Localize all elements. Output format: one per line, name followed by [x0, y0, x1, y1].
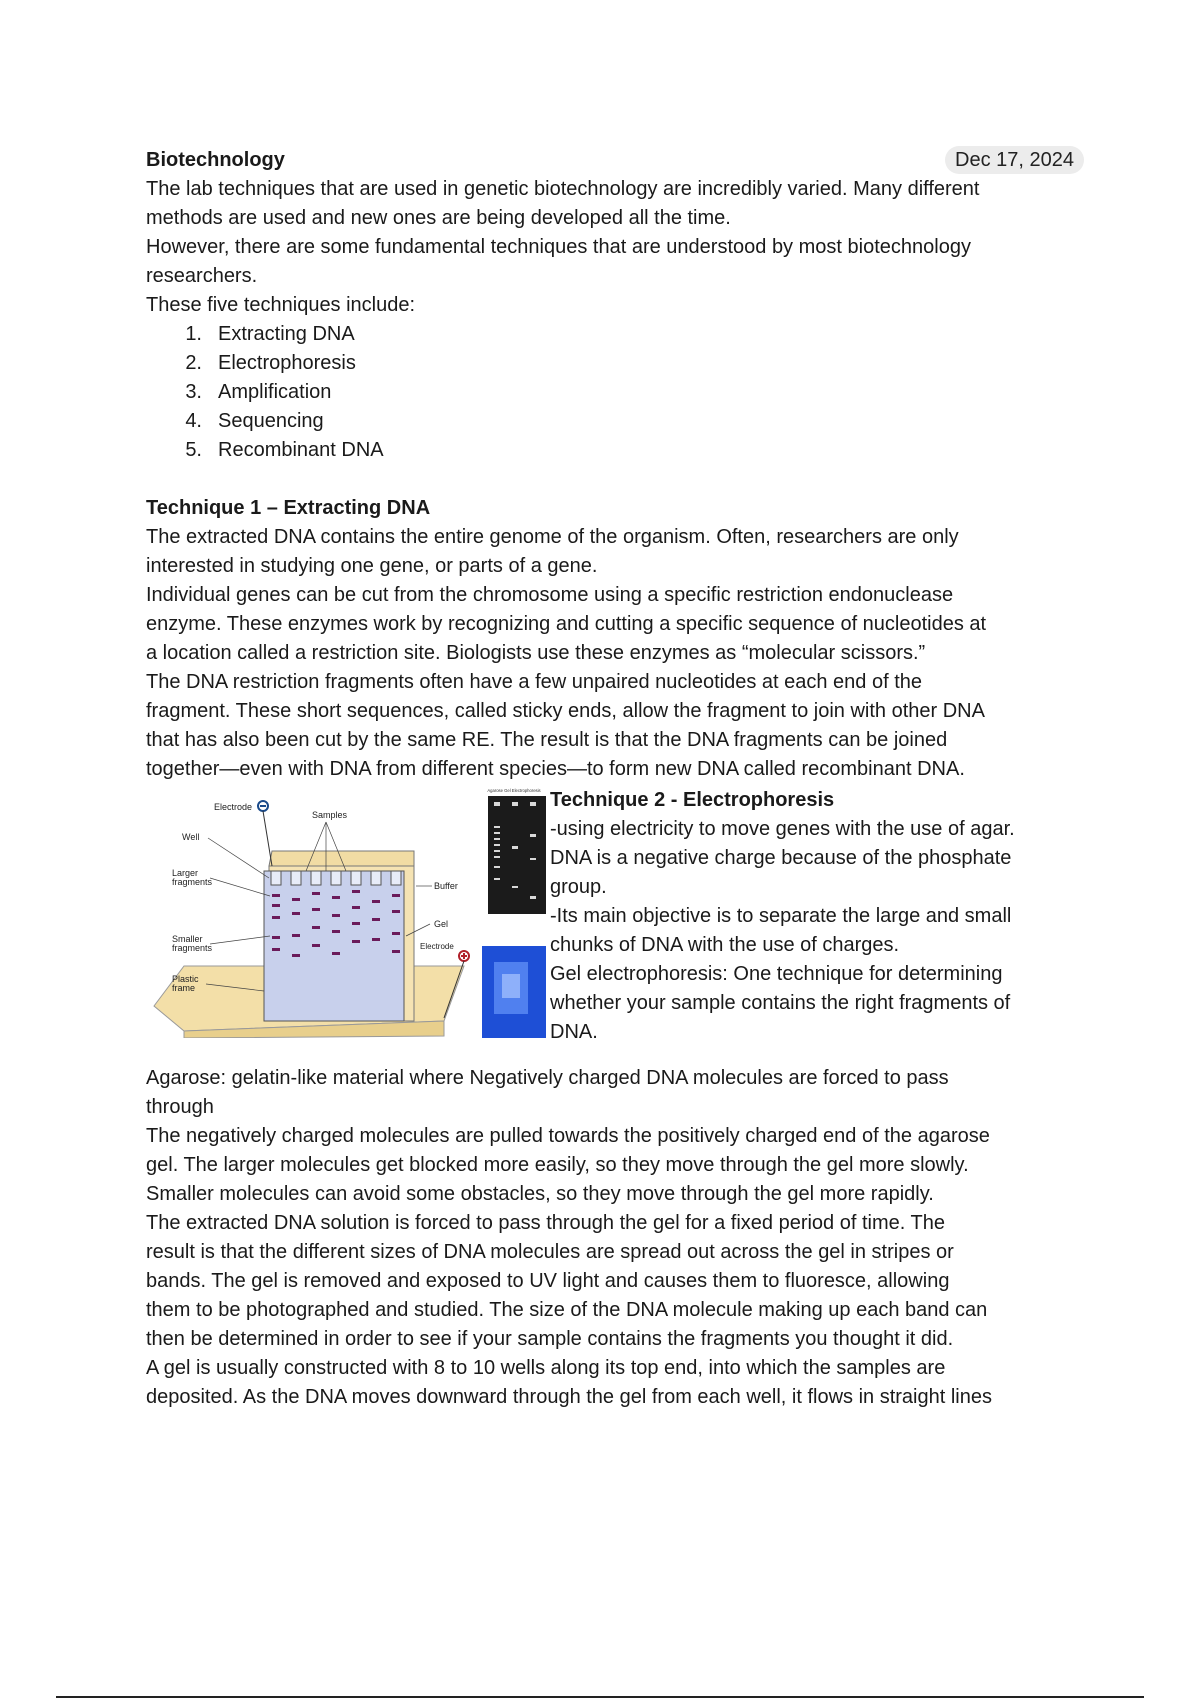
paragraph-line: interested in studying one gene, or parts of a gene.	[146, 555, 598, 577]
electrophoresis-diagram	[144, 786, 472, 1038]
paragraph-line: enzyme. These enzymes work by recognizing and cutting a specific sequence of nucleotides at	[146, 613, 987, 635]
paragraph-line: -Its main objective is to separate the large and small	[550, 905, 1012, 927]
list-item	[146, 378, 1086, 407]
band	[392, 932, 400, 935]
paragraph-line: them to be photographed and studied. The size of the DNA molecule making up each band can	[146, 1299, 988, 1321]
label-electrode-bottom: Electrode	[420, 942, 454, 951]
band	[272, 904, 280, 907]
well	[331, 871, 341, 885]
paragraph-line: then be determined in order to see if your sample contains the fragments you thought it did.	[146, 1328, 954, 1350]
band	[372, 938, 380, 941]
list-item	[146, 436, 1086, 465]
list-label: Amplification	[218, 381, 332, 403]
label-plastic: Plastic	[172, 974, 199, 984]
label-smaller-2: fragments	[172, 943, 213, 953]
label-samples: Samples	[312, 810, 348, 820]
paragraph-line: -using electricity to move genes with the use of agar.	[550, 818, 1015, 840]
band	[272, 916, 280, 919]
paragraph-line: deposited. As the DNA moves downward through the gel from each well, it flows in straight lines	[146, 1386, 992, 1408]
label-gel: Gel	[434, 919, 449, 929]
photo-caption: Agarose Gel Electrophoresis	[487, 788, 541, 793]
band	[352, 922, 360, 925]
label-electrode-top: Electrode	[214, 802, 253, 812]
footer-divider	[56, 1696, 1144, 1698]
gel-photos	[480, 786, 548, 1038]
paragraph-line: bands. The gel is removed and exposed to UV light and causes them to fluoresce, allowing	[146, 1270, 950, 1292]
paragraph-line: Smaller molecules can avoid some obstacles, so they move through the gel more rapidly.	[146, 1183, 934, 1205]
band	[292, 912, 300, 915]
band	[392, 910, 400, 913]
label-well: Well	[182, 832, 200, 842]
band	[292, 954, 300, 957]
gel-photo-highlight	[502, 974, 520, 998]
band	[352, 906, 360, 909]
technique1-heading: Technique 1 – Extracting DNA	[146, 497, 431, 519]
band	[312, 908, 320, 911]
well	[371, 871, 381, 885]
intro-line: methods are used and new ones are being developed all the time.	[146, 207, 731, 229]
gel-photo-dark	[488, 796, 546, 914]
techniques-list	[146, 320, 1086, 465]
electrode-wire	[263, 811, 272, 866]
paragraph-line: group.	[550, 876, 607, 898]
paragraph-line: Gel electrophoresis: One technique for determining	[550, 963, 1003, 985]
document-page	[146, 146, 1086, 1412]
band	[372, 900, 380, 903]
paragraph-line: whether your sample contains the right fragments of	[550, 992, 1011, 1014]
list-label: Sequencing	[218, 410, 324, 432]
paragraph-line: Individual genes can be cut from the chromosome using a specific restriction endonuclease	[146, 584, 954, 606]
wells	[271, 871, 401, 885]
list-number: 5.	[185, 439, 202, 461]
paragraph-line: The negatively charged molecules are pulled towards the positively charged end of the agarose	[146, 1125, 990, 1147]
label-smaller: Smaller	[172, 934, 203, 944]
intro-line: These five techniques include:	[146, 294, 416, 316]
paragraph-line: chunks of DNA with the use of charges.	[550, 934, 900, 956]
band	[352, 940, 360, 943]
band	[312, 944, 320, 947]
band	[392, 950, 400, 953]
figure-row	[146, 786, 1086, 1043]
list-label: Electrophoresis	[218, 352, 356, 374]
list-item	[146, 349, 1086, 378]
paragraph-line: A gel is usually constructed with 8 to 10 wells along its top end, into which the samples are	[146, 1357, 946, 1379]
band	[272, 936, 280, 939]
intro-line: researchers.	[146, 265, 258, 287]
list-label: Extracting DNA	[218, 323, 355, 345]
label-larger-2: fragments	[172, 877, 213, 887]
paragraph-line: fragment. These short sequences, called sticky ends, allow the fragment to join with other DNA	[146, 700, 985, 722]
paragraph-line: The extracted DNA solution is forced to pass through the gel for a fixed period of time. The	[146, 1212, 945, 1234]
paragraph-line: gel. The larger molecules get blocked more easily, so they move through the gel more slowly.	[146, 1154, 969, 1176]
page-title: Biotechnology	[146, 149, 285, 171]
label-larger: Larger	[172, 868, 199, 878]
band	[392, 894, 400, 897]
well	[271, 871, 281, 885]
gel-slab	[264, 871, 404, 1021]
list-number: 2.	[185, 352, 202, 374]
band	[312, 892, 320, 895]
date-chip[interactable]: Dec 17, 2024	[945, 146, 1084, 174]
paragraph-line: Agarose: gelatin-like material where Negatively charged DNA molecules are forced to pass	[146, 1067, 949, 1089]
label-plastic-2: frame	[172, 983, 196, 993]
band	[292, 934, 300, 937]
list-item	[146, 407, 1086, 436]
technique2-block	[550, 786, 1090, 1047]
band	[312, 926, 320, 929]
paragraph-line: that has also been cut by the same RE. The result is that the DNA fragments can be joined	[146, 729, 948, 751]
box-top	[269, 851, 414, 866]
paragraph-line: The extracted DNA contains the entire genome of the organism. Often, researchers are only	[146, 526, 959, 548]
paragraph-line: through	[146, 1096, 214, 1118]
band	[332, 930, 340, 933]
well	[391, 871, 401, 885]
paragraph-line: DNA.	[550, 1021, 598, 1043]
well	[311, 871, 321, 885]
paragraph-line: The DNA restriction fragments often have a few unpaired nucleotides at each end of the	[146, 671, 923, 693]
band	[332, 896, 340, 899]
list-number: 3.	[185, 381, 202, 403]
list-number: 4.	[185, 410, 202, 432]
paragraph-line: result is that the different sizes of DNA molecules are spread out across the gel in stripes or	[146, 1241, 954, 1263]
band	[292, 898, 300, 901]
band	[272, 894, 280, 897]
paragraph-line: a location called a restriction site. Biologists use these enzymes as “molecular scissors.”	[146, 642, 926, 664]
list-item	[146, 320, 1086, 349]
band	[372, 918, 380, 921]
label-buffer: Buffer	[434, 881, 458, 891]
band	[352, 890, 360, 893]
technique2-heading: Technique 2 - Electrophoresis	[550, 789, 835, 811]
intro-line: The lab techniques that are used in genetic biotechnology are incredibly varied. Many different	[146, 178, 980, 200]
spacer	[146, 465, 1086, 494]
title-row	[146, 146, 1086, 175]
paragraph-line: together—even with DNA from different species—to form new DNA called recombinant DNA.	[146, 758, 965, 780]
well	[351, 871, 361, 885]
list-label: Recombinant DNA	[218, 439, 384, 461]
intro-line: However, there are some fundamental techniques that are understood by most biotechnology	[146, 236, 971, 258]
paragraph-line: DNA is a negative charge because of the phosphate	[550, 847, 1012, 869]
band	[332, 914, 340, 917]
band	[272, 948, 280, 951]
well	[291, 871, 301, 885]
band	[332, 952, 340, 955]
list-number: 1.	[185, 323, 202, 345]
